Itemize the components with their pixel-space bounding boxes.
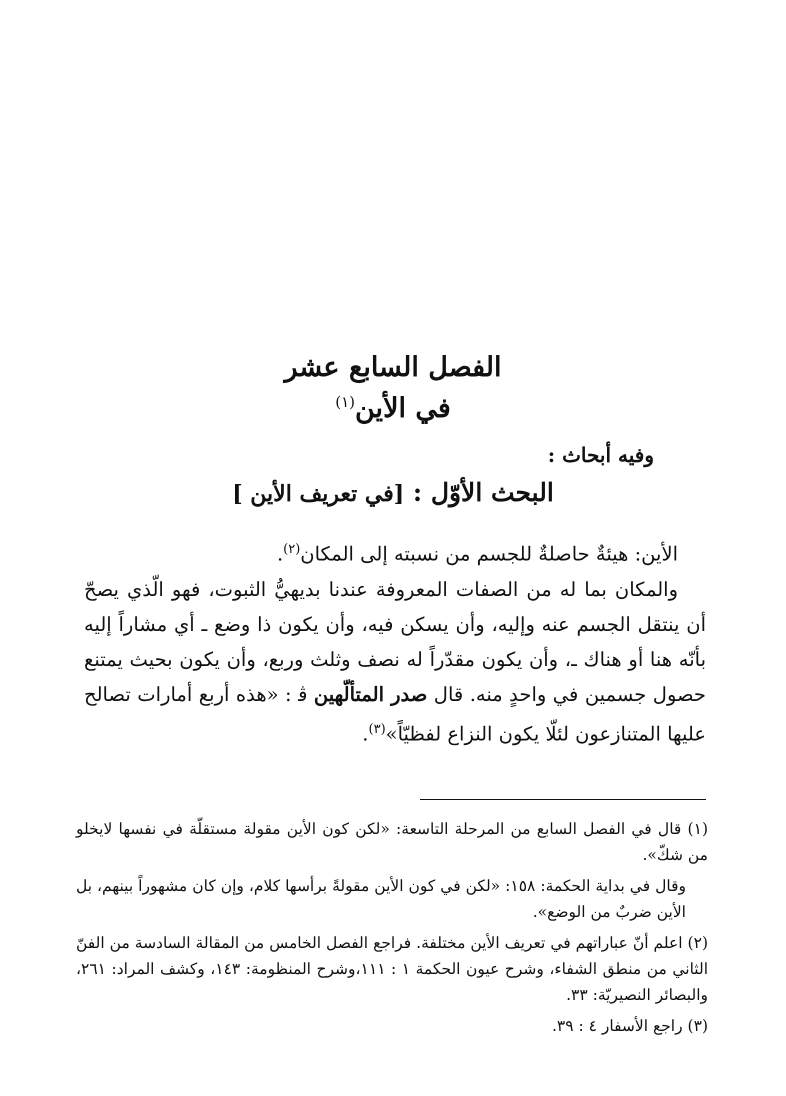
footnote-ref-3: (٣) (368, 721, 386, 737)
footnote-ref-1: (١) (335, 393, 355, 411)
footnote-1-text: قال في الفصل السابع من المرحلة التاسعة: «لكن كون الأين مقولة مستقلّة في نفسها لايخلو من شكّ». (76, 820, 708, 864)
main-text (84, 532, 706, 751)
author-name: صدر المتألّهين (313, 682, 428, 706)
footnote-3-text: راجع الأسفار ٤ : ٣٩. (551, 1017, 683, 1035)
footnote-3-number: (٣) (687, 1017, 708, 1035)
chapter-title: الفصل السابع عشر (284, 352, 502, 383)
chapter-subtitle-text: في الأين (355, 393, 451, 424)
paragraph-definition-end: . (276, 542, 284, 566)
footnote-3 (76, 1013, 708, 1039)
footnote-separator (420, 799, 706, 800)
footnote-2-text: اعلم أنّ عباراتهم في تعريف الأين مختلفة. فراجع الفصل الخامس من المقالة السادسة من الفنّ الثاني من منطق الشفاء، وشرح عيون الحكمة ١ : ١١١،وشرح المنظومة: ١٤٣، وكشف المراد: ٢٦١، والبصائر النصيريّة: ٣٣. (76, 934, 709, 1004)
chapter-subtitle (0, 393, 786, 424)
honorific-symbol: ﭬ (298, 682, 308, 706)
section-heading-title: البحث الأوّل : (412, 478, 554, 507)
section-heading (0, 478, 786, 507)
paragraph-definition (84, 532, 706, 572)
paragraph-definition-text: الأين: هيئةٌ حاصلةٌ للجسم من نسبته إلى المكان (300, 542, 678, 566)
footnote-2 (76, 930, 708, 1008)
section-heading-bracket: [في تعريف الأين ] (232, 481, 405, 507)
footnotes (76, 816, 708, 1044)
footnote-1-number: (١) (687, 820, 708, 838)
footnote-1 (76, 816, 708, 868)
quote-text: : «هذه أربع أمارات تصالح عليها المتنازعون لئلّا يكون النزاع لفظيّاً» (84, 682, 706, 745)
footnote-ref-2: (٢) (283, 542, 301, 557)
paragraph-place (84, 572, 706, 752)
footnote-1-continuation: وقال في بداية الحكمة: ١٥٨: «لكن في كون الأين مقولةً برأسها كلام، وإن كان مشهوراً بينهم، بل الأين ضربٌ من الوضع». (76, 877, 686, 921)
paragraph-place-text: والمكان بما له من الصفات المعروفة عندنا بديهيُّ الثبوت، فهو الّذي يصحّ أن ينتقل الجسم عنه وإليه، وأن يسكن فيه، وأن يكون ذا وضع ـ أي مشاراً إليه بأنّه هنا أو هناك ـ، وأن يكون مقدّراً له نصف وثلث وربع، وأن يكون بحيث يمتنع حصول جسمين في واحدٍ منه. قال (84, 577, 706, 706)
paragraph-place-end: . (362, 722, 369, 745)
intro-line: وفيه أبحاث : (547, 443, 654, 467)
footnote-2-number: (٢) (687, 934, 708, 952)
